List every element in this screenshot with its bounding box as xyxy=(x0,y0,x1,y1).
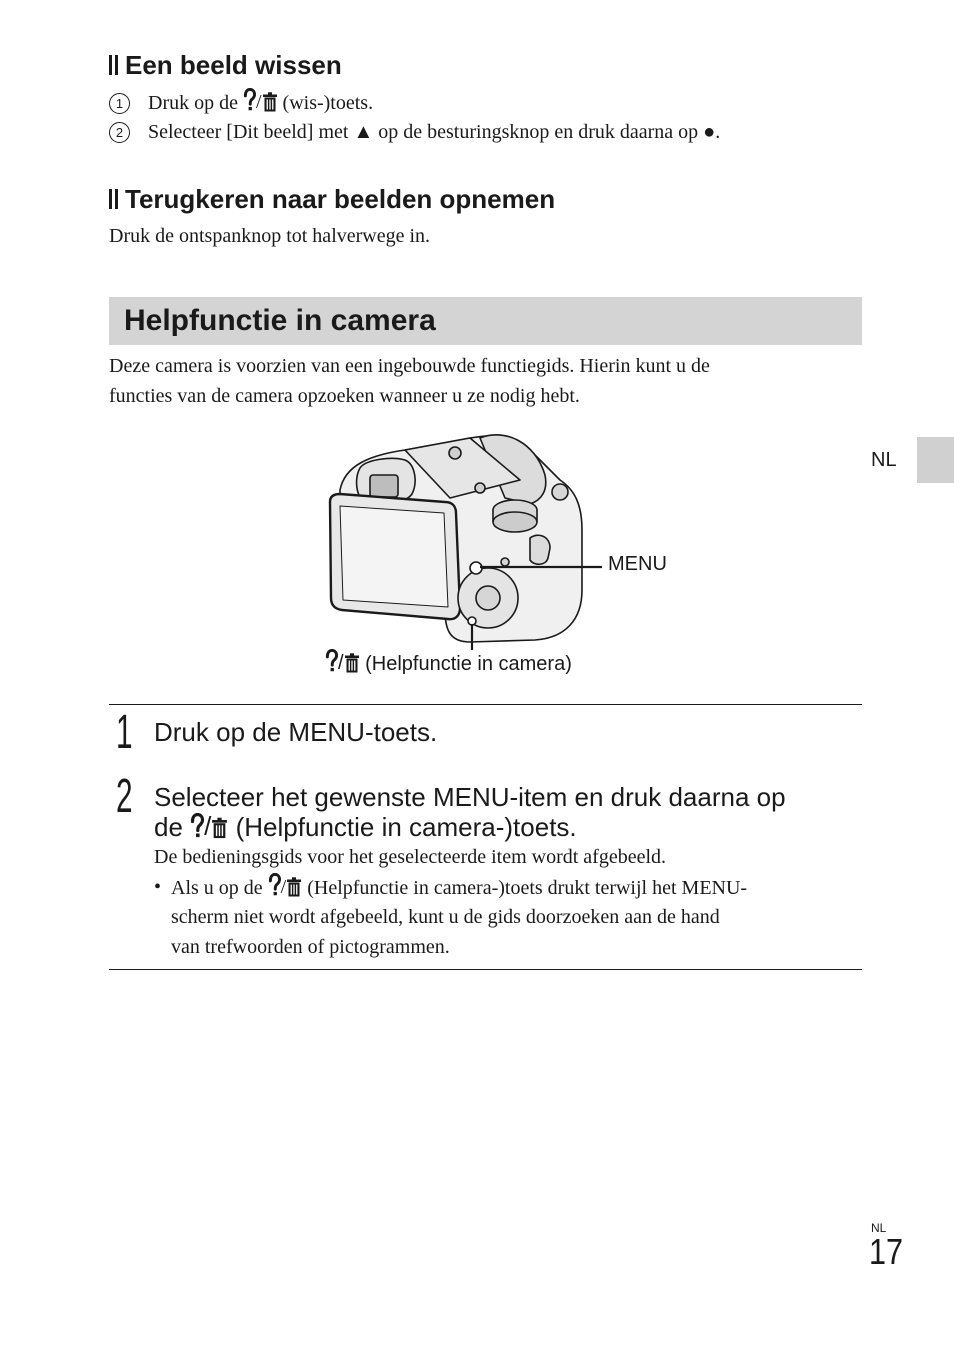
circled-number-1: 1 xyxy=(109,93,130,114)
help-callout-label: / (Helpfunctie in camera) xyxy=(325,649,572,679)
step-number-1: 1 xyxy=(116,706,133,759)
step-2-title-line-1: Selecteer het gewenste MENU-item en druk daarna op xyxy=(154,782,786,812)
help-trash-icon: / xyxy=(325,649,360,679)
camera-illustration xyxy=(320,420,620,650)
section-marker-icon xyxy=(109,189,118,209)
intro-line-1: Deze camera is voorzien van een ingebouwde functiegids. Hierin kunt u de xyxy=(109,355,710,377)
bullet-marker: • xyxy=(154,876,162,898)
help-trash-icon: / xyxy=(268,872,303,906)
footer-language-label: NL xyxy=(871,1221,887,1235)
help-trash-icon: / xyxy=(243,87,278,121)
circled-number-2: 2 xyxy=(109,122,130,143)
side-thumb-tab xyxy=(917,437,954,483)
step-2-title-line-2: de / (Helpfunctie in camera-)toets. xyxy=(154,811,577,845)
intro-line-2: functies van de camera opzoeken wanneer u ze nodig hebt. xyxy=(109,385,580,407)
step-number-2: 2 xyxy=(116,770,133,823)
step-2-description: De bedieningsgids voor het geselecteerde item wordt afgebeeld. xyxy=(154,846,667,868)
step-1-title: Druk op de MENU-toets. xyxy=(154,717,438,747)
section-marker-icon xyxy=(109,55,118,75)
page-number: 17 xyxy=(869,1231,904,1272)
steps-top-rule xyxy=(109,704,862,705)
delete-step-2: 2 Selecteer [Dit beeld] met ▲ op de besturingsknop en druk daarna op ●. xyxy=(109,117,720,147)
bullet-line-1: Als u op de / (Helpfunctie in camera-)toets drukt terwijl het MENU- xyxy=(171,872,747,906)
bullet-line-3: van trefwoorden of pictogrammen. xyxy=(171,936,450,958)
help-trash-icon: / xyxy=(190,811,228,845)
delete-step-1: 1 Druk op de / (wis-)toets. xyxy=(109,87,373,121)
section-title-help: Helpfunctie in camera xyxy=(124,304,436,337)
menu-callout-label: MENU xyxy=(608,553,667,575)
return-text: Druk de ontspanknop tot halverwege in. xyxy=(109,225,431,247)
bullet-line-2: scherm niet wordt afgebeeld, kunt u de gids doorzoeken aan de hand xyxy=(171,906,720,928)
steps-bottom-rule xyxy=(109,969,862,970)
side-language-label: NL xyxy=(871,449,897,471)
heading-return-to-shooting: Terugkeren naar beelden opnemen xyxy=(109,184,555,215)
heading-delete-image: Een beeld wissen xyxy=(109,50,342,81)
